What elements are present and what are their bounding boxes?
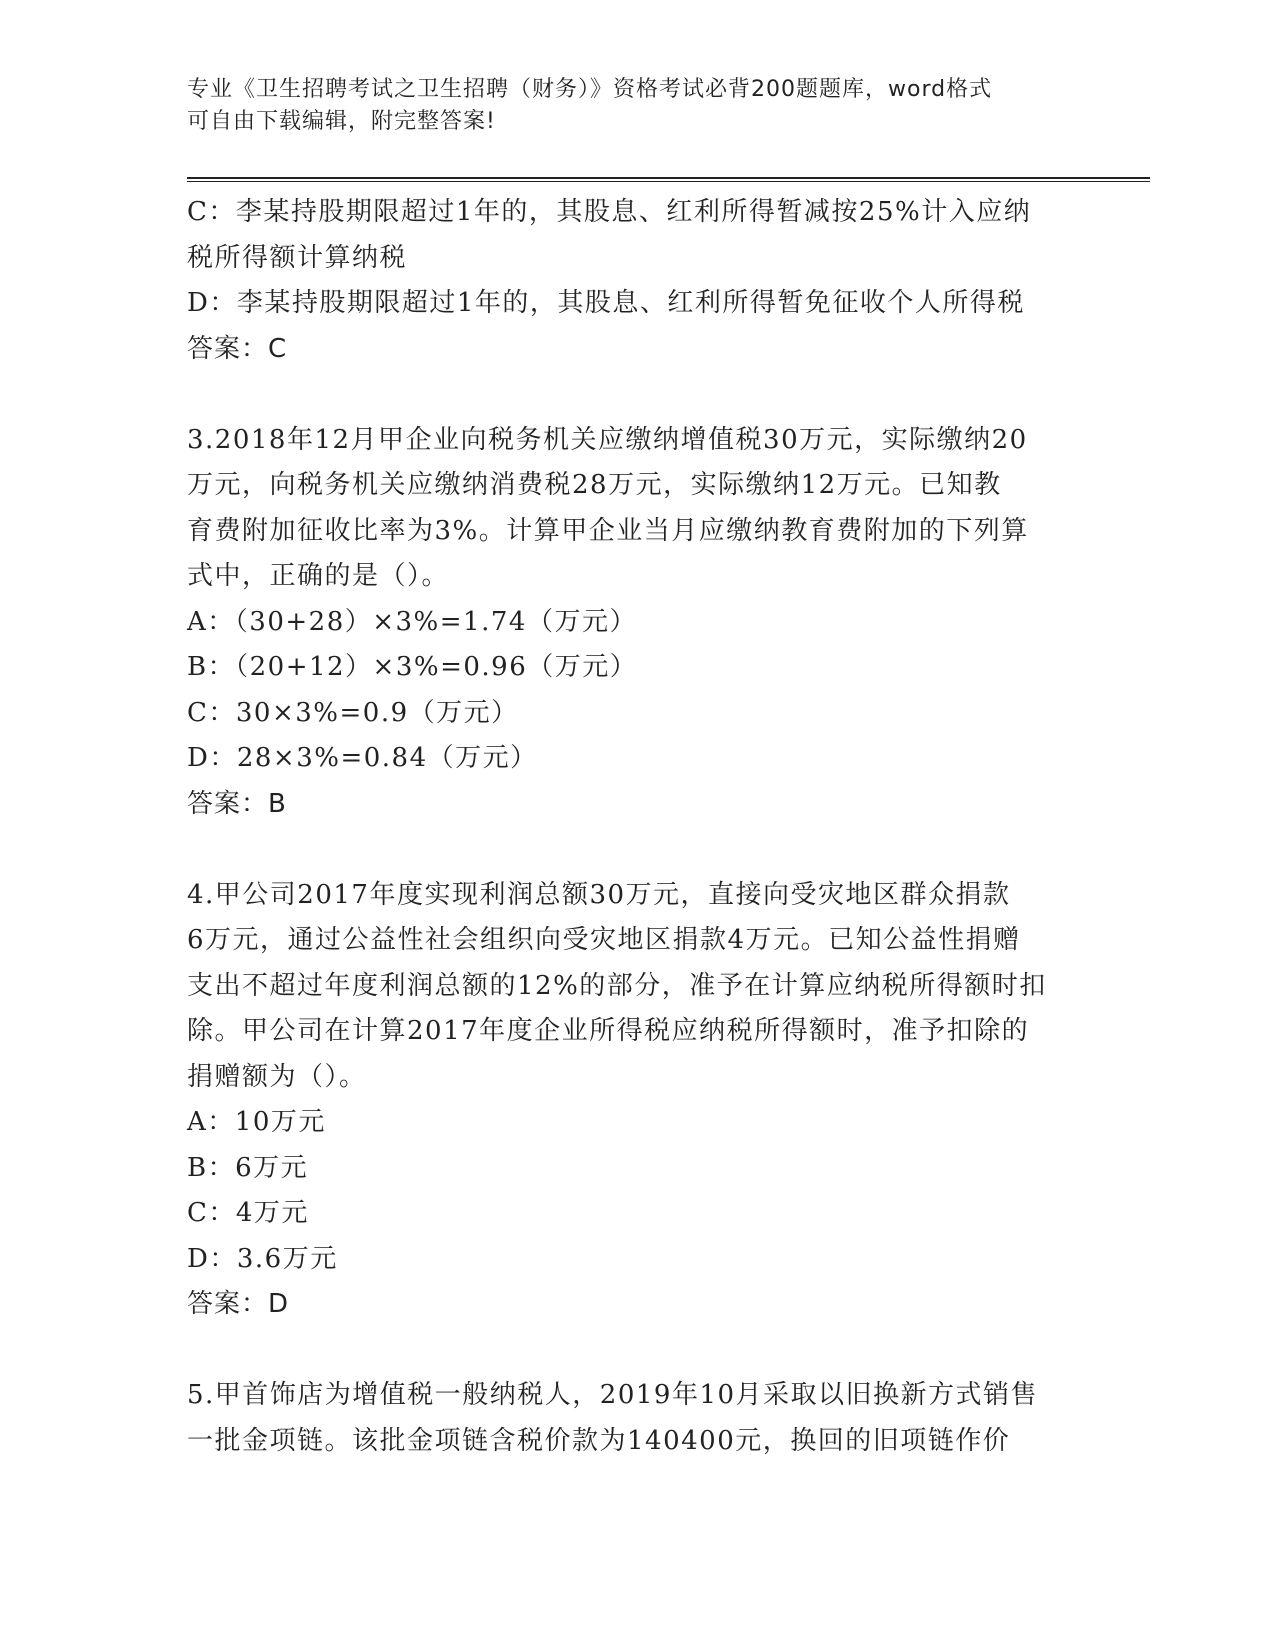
option-a: A：10万元 [187,1107,326,1137]
spacer [187,1328,1087,1374]
header-divider [187,177,1150,182]
question-3 [187,418,1087,828]
answer: 答案：B [187,788,287,819]
option-c: C：4万元 [187,1198,309,1228]
question-content [187,190,1087,1464]
question-text-line: 3.2018年12月甲企业向税务机关应缴纳增值税30万元，实际缴纳20 [187,424,1028,455]
question-text-line: 6万元，通过公益性社会组织向受灾地区捐款4万元。已知公益性捐赠 [187,925,1021,955]
question-text-line: 万元，向税务机关应缴纳消费税28万元，实际缴纳12万元。已知教 [187,470,1002,500]
question-text-line: 一批金项链。该批金项链含税价款为140400元，换回的旧项链作价 [187,1425,1011,1456]
header-title-line-1: 专业《卫生招聘考试之卫生招聘（财务）》资格考试必背200题题库，word格式 [187,77,993,102]
header-title-line-2: 可自由下载编辑，附完整答案! [187,109,496,134]
question-text-line: 式中，正确的是（）。 [187,561,450,591]
option-d: D：28×3%=0.84（万元） [187,743,538,773]
spacer [187,827,1087,873]
question-text-line: 4.甲公司2017年度实现利润总额30万元，直接向受灾地区群众捐款 [187,879,1011,910]
answer: 答案：D [187,1289,290,1319]
option-b: B：（20+12）×3%=0.96（万元） [187,652,638,682]
question-5 [187,1373,1087,1464]
question-text-line: 支出不超过年度利润总额的12%的部分，准予在计算应纳税所得额时扣 [187,970,1047,1001]
option-c: C：30×3%=0.9（万元） [187,697,519,728]
option-d: D：3.6万元 [187,1243,338,1274]
spacer [187,372,1087,418]
option-a: A：（30+28）×3%=1.74（万元） [187,606,637,637]
question-text-line: 育费附加征收比率为3%。计算甲企业当月应缴纳教育费附加的下列算 [187,515,1029,546]
answer: 答案：C [187,333,288,364]
option-d: D：李某持股期限超过1年的，其股息、红利所得暂免征收个人所得税 [187,288,1025,318]
page-header [187,74,1067,138]
question-2-tail [187,190,1087,372]
option-b: B：6万元 [187,1152,309,1183]
option-c-continued: 税所得额计算纳税 [187,242,408,273]
question-text-line: 5.甲首饰店为增值税一般纳税人，2019年10月采取以旧换新方式销售 [187,1380,1039,1410]
question-text-line: 捐赠额为（）。 [187,1061,367,1092]
question-4 [187,873,1087,1328]
question-text-line: 除。甲公司在计算2017年度企业所得税应纳税所得额时，准予扣除的 [187,1016,1030,1046]
option-c: C：李某持股期限超过1年的，其股息、红利所得暂减按25%计入应纳 [187,197,1032,227]
